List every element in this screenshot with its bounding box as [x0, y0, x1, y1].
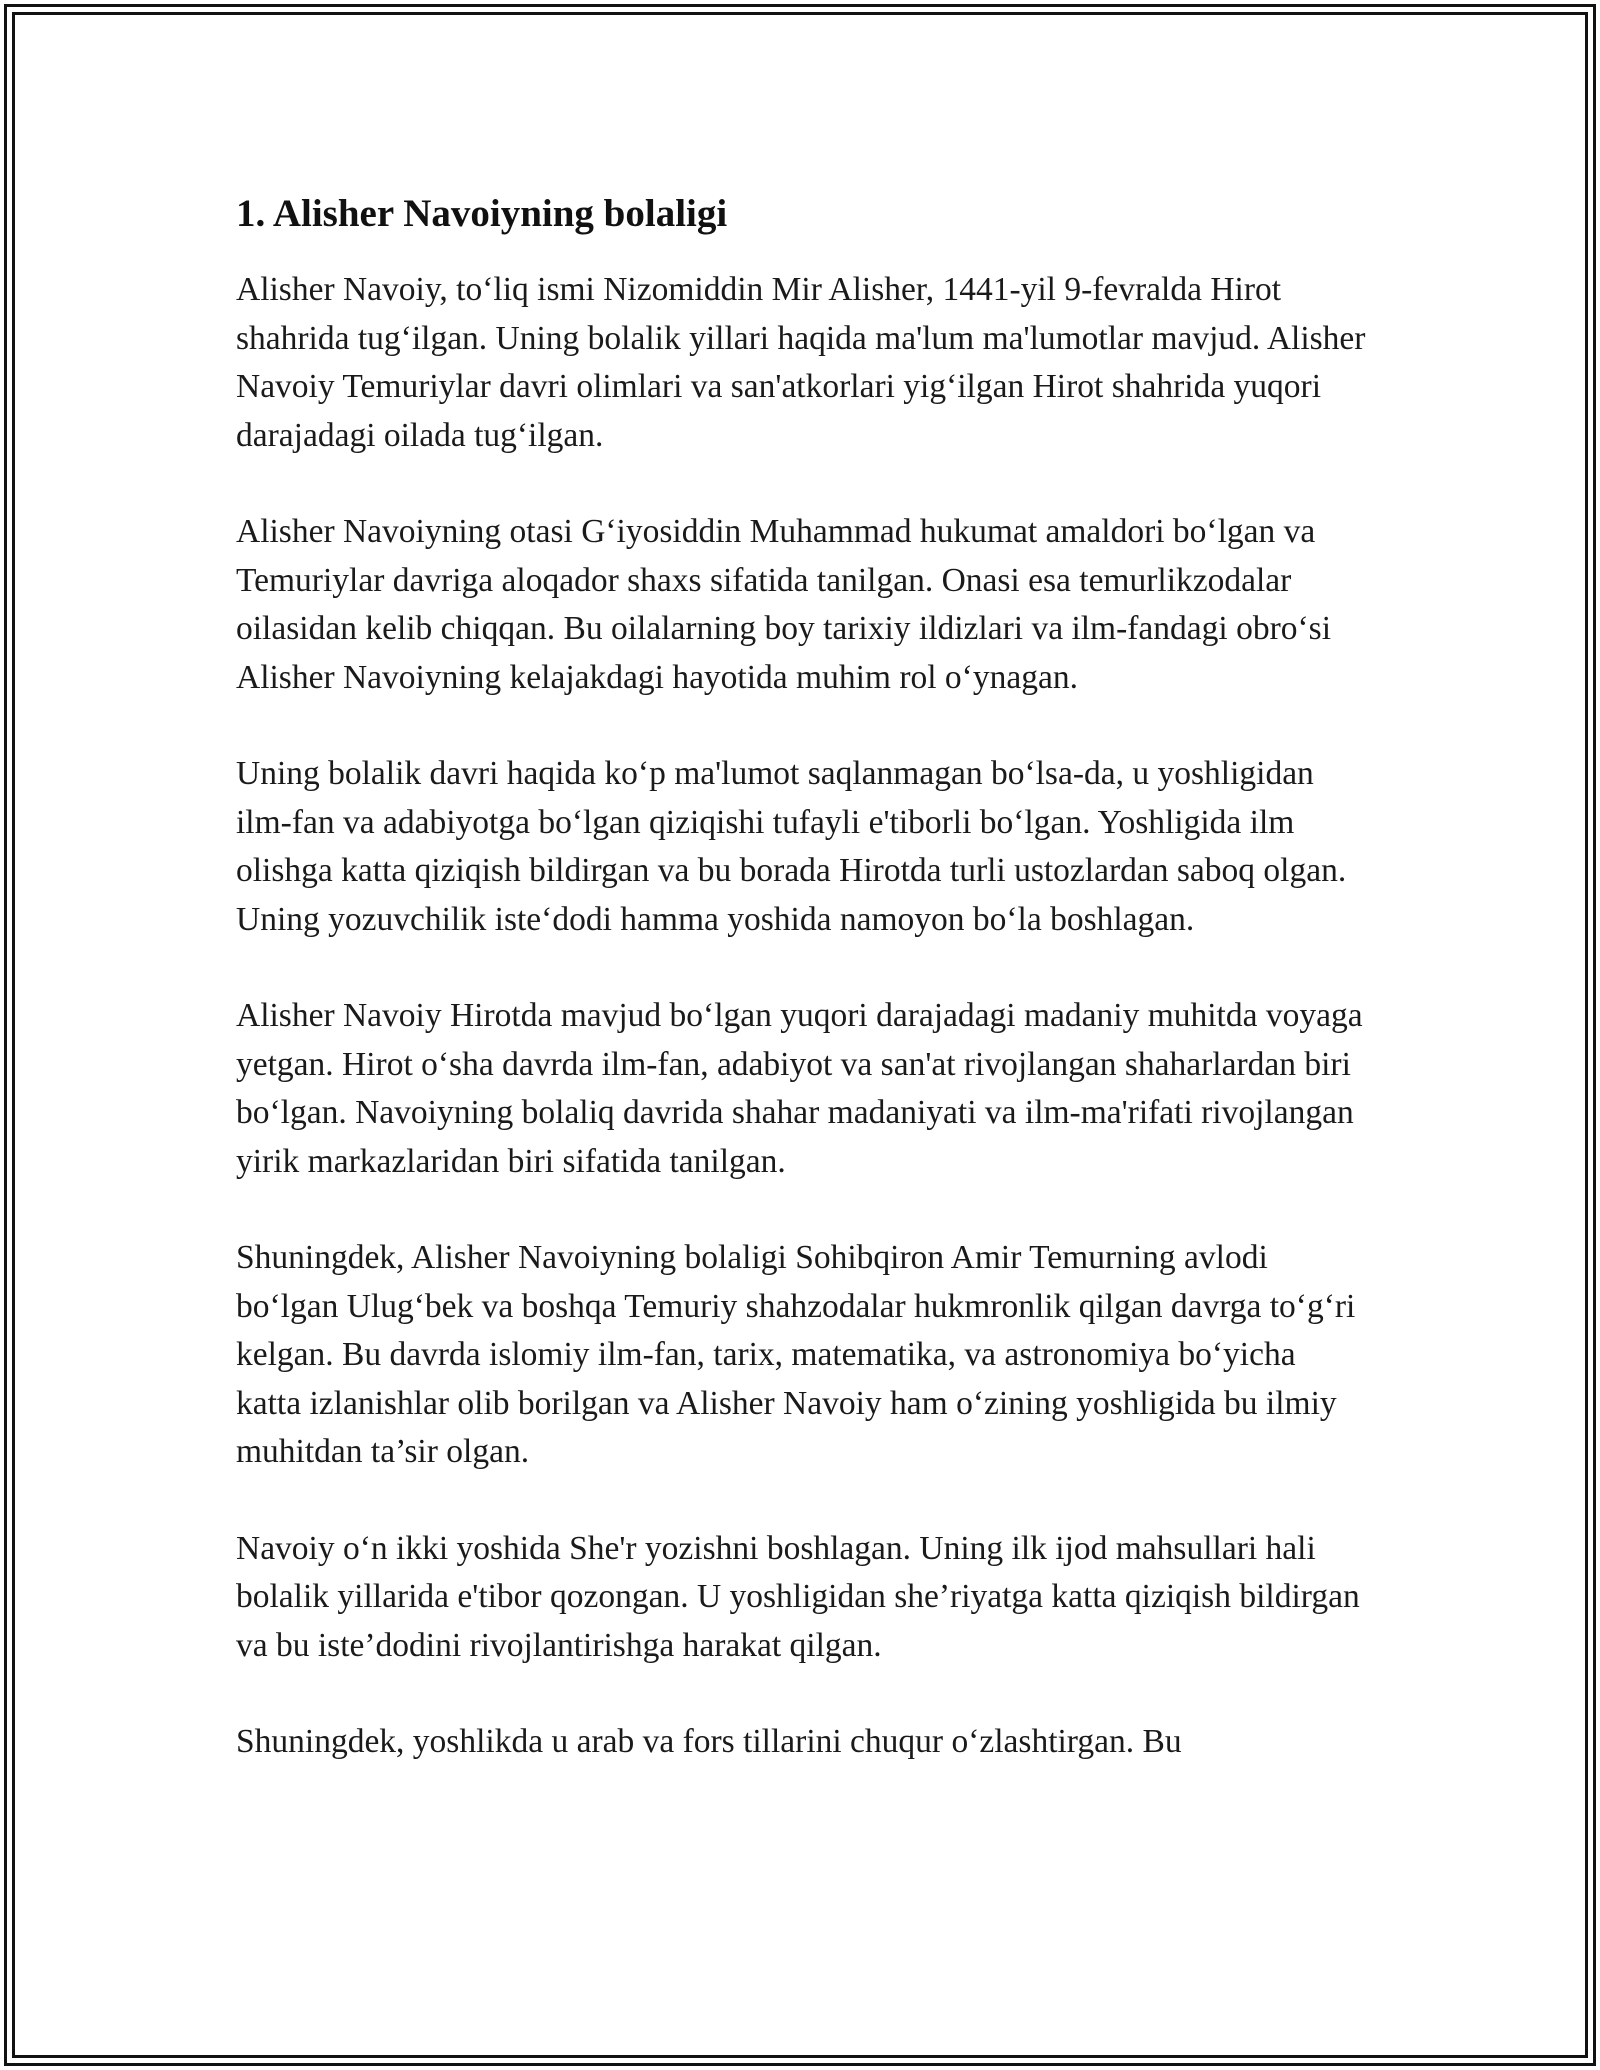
section-heading: 1. Alisher Navoiyning bolaligi [236, 192, 728, 235]
paragraph-1: Alisher Navoiy, to‘liq ismi Nizomiddin Mir Alisher, 1441-yil 9-fevralda Hirot shahrida tug‘ilgan. Uning bolalik yillari haqida ma'lum ma'lumotlar mavjud. Alisher Navoiy Temuriylar davri olimlari va san'atkorlari yig‘ilgan Hirot shahrida yuqori darajadagi oilada tug‘ilgan. [236, 271, 1366, 454]
paragraph-6: Navoiy o‘n ikki yoshida She'r yozishni boshlagan. Uning ilk ijod mahsullari hali bolalik yillarida e'tibor qozongan. U yoshligidan she’riyatga katta qiziqish bildirgan va bu iste’dodini rivojlantirishga harakat qilgan. [236, 1529, 1360, 1664]
paragraph-7: Shuningdek, yoshlikda u arab va fors tillarini chuqur o‘zlashtirgan. Bu [236, 1723, 1182, 1760]
paragraph-2: Alisher Navoiyning otasi G‘iyosiddin Muhammad hukumat amaldori bo‘lgan va Temuriylar davriga aloqador shaxs sifatida tanilgan. Onasi esa temurlikzodalar oilasidan kelib chiqqan. Bu oilalarning boy tarixiy ildizlari va ilm-fandagi obro‘si Alisher Navoiyning kelajakdagi hayotida muhim rol o‘ynagan. [236, 513, 1331, 696]
paragraph-3: Uning bolalik davri haqida ko‘p ma'lumot saqlanmagan bo‘lsa-da, u yoshligidan ilm-fan va adabiyotga bo‘lgan qiziqishi tufayli e'tiborli bo‘lgan. Yoshligida ilm olishga katta qiziqish bildirgan va bu borada Hirotda turli ustozlardan saboq olgan. Uning yozuvchilik iste‘dodi hamma yoshida namoyon bo‘la boshlagan. [236, 755, 1347, 938]
paragraph-5: Shuningdek, Alisher Navoiyning bolaligi Sohibqiron Amir Temurning avlodi bo‘lgan Ulug‘bek va boshqa Temuriy shahzodalar hukmronlik qilgan davrga to‘g‘ri kelgan. Bu davrda islomiy ilm-fan, tarix, matematika, va astronomiya bo‘yicha katta izlanishlar olib borilgan va Alisher Navoiy ham o‘zining yoshligida bu ilmiy muhitdan ta’sir olgan. [236, 1239, 1356, 1470]
document-body [236, 188, 1366, 1815]
paragraph-4: Alisher Navoiy Hirotda mavjud bo‘lgan yuqori darajadagi madaniy muhitda voyaga yetgan. Hirot o‘sha davrda ilm-fan, adabiyot va san'at rivojlangan shaharlardan biri bo‘lgan. Navoiyning bolaliq davrida shahar madaniyati va ilm-ma'rifati rivojlangan yirik markazlaridan biri sifatida tanilgan. [236, 997, 1363, 1180]
